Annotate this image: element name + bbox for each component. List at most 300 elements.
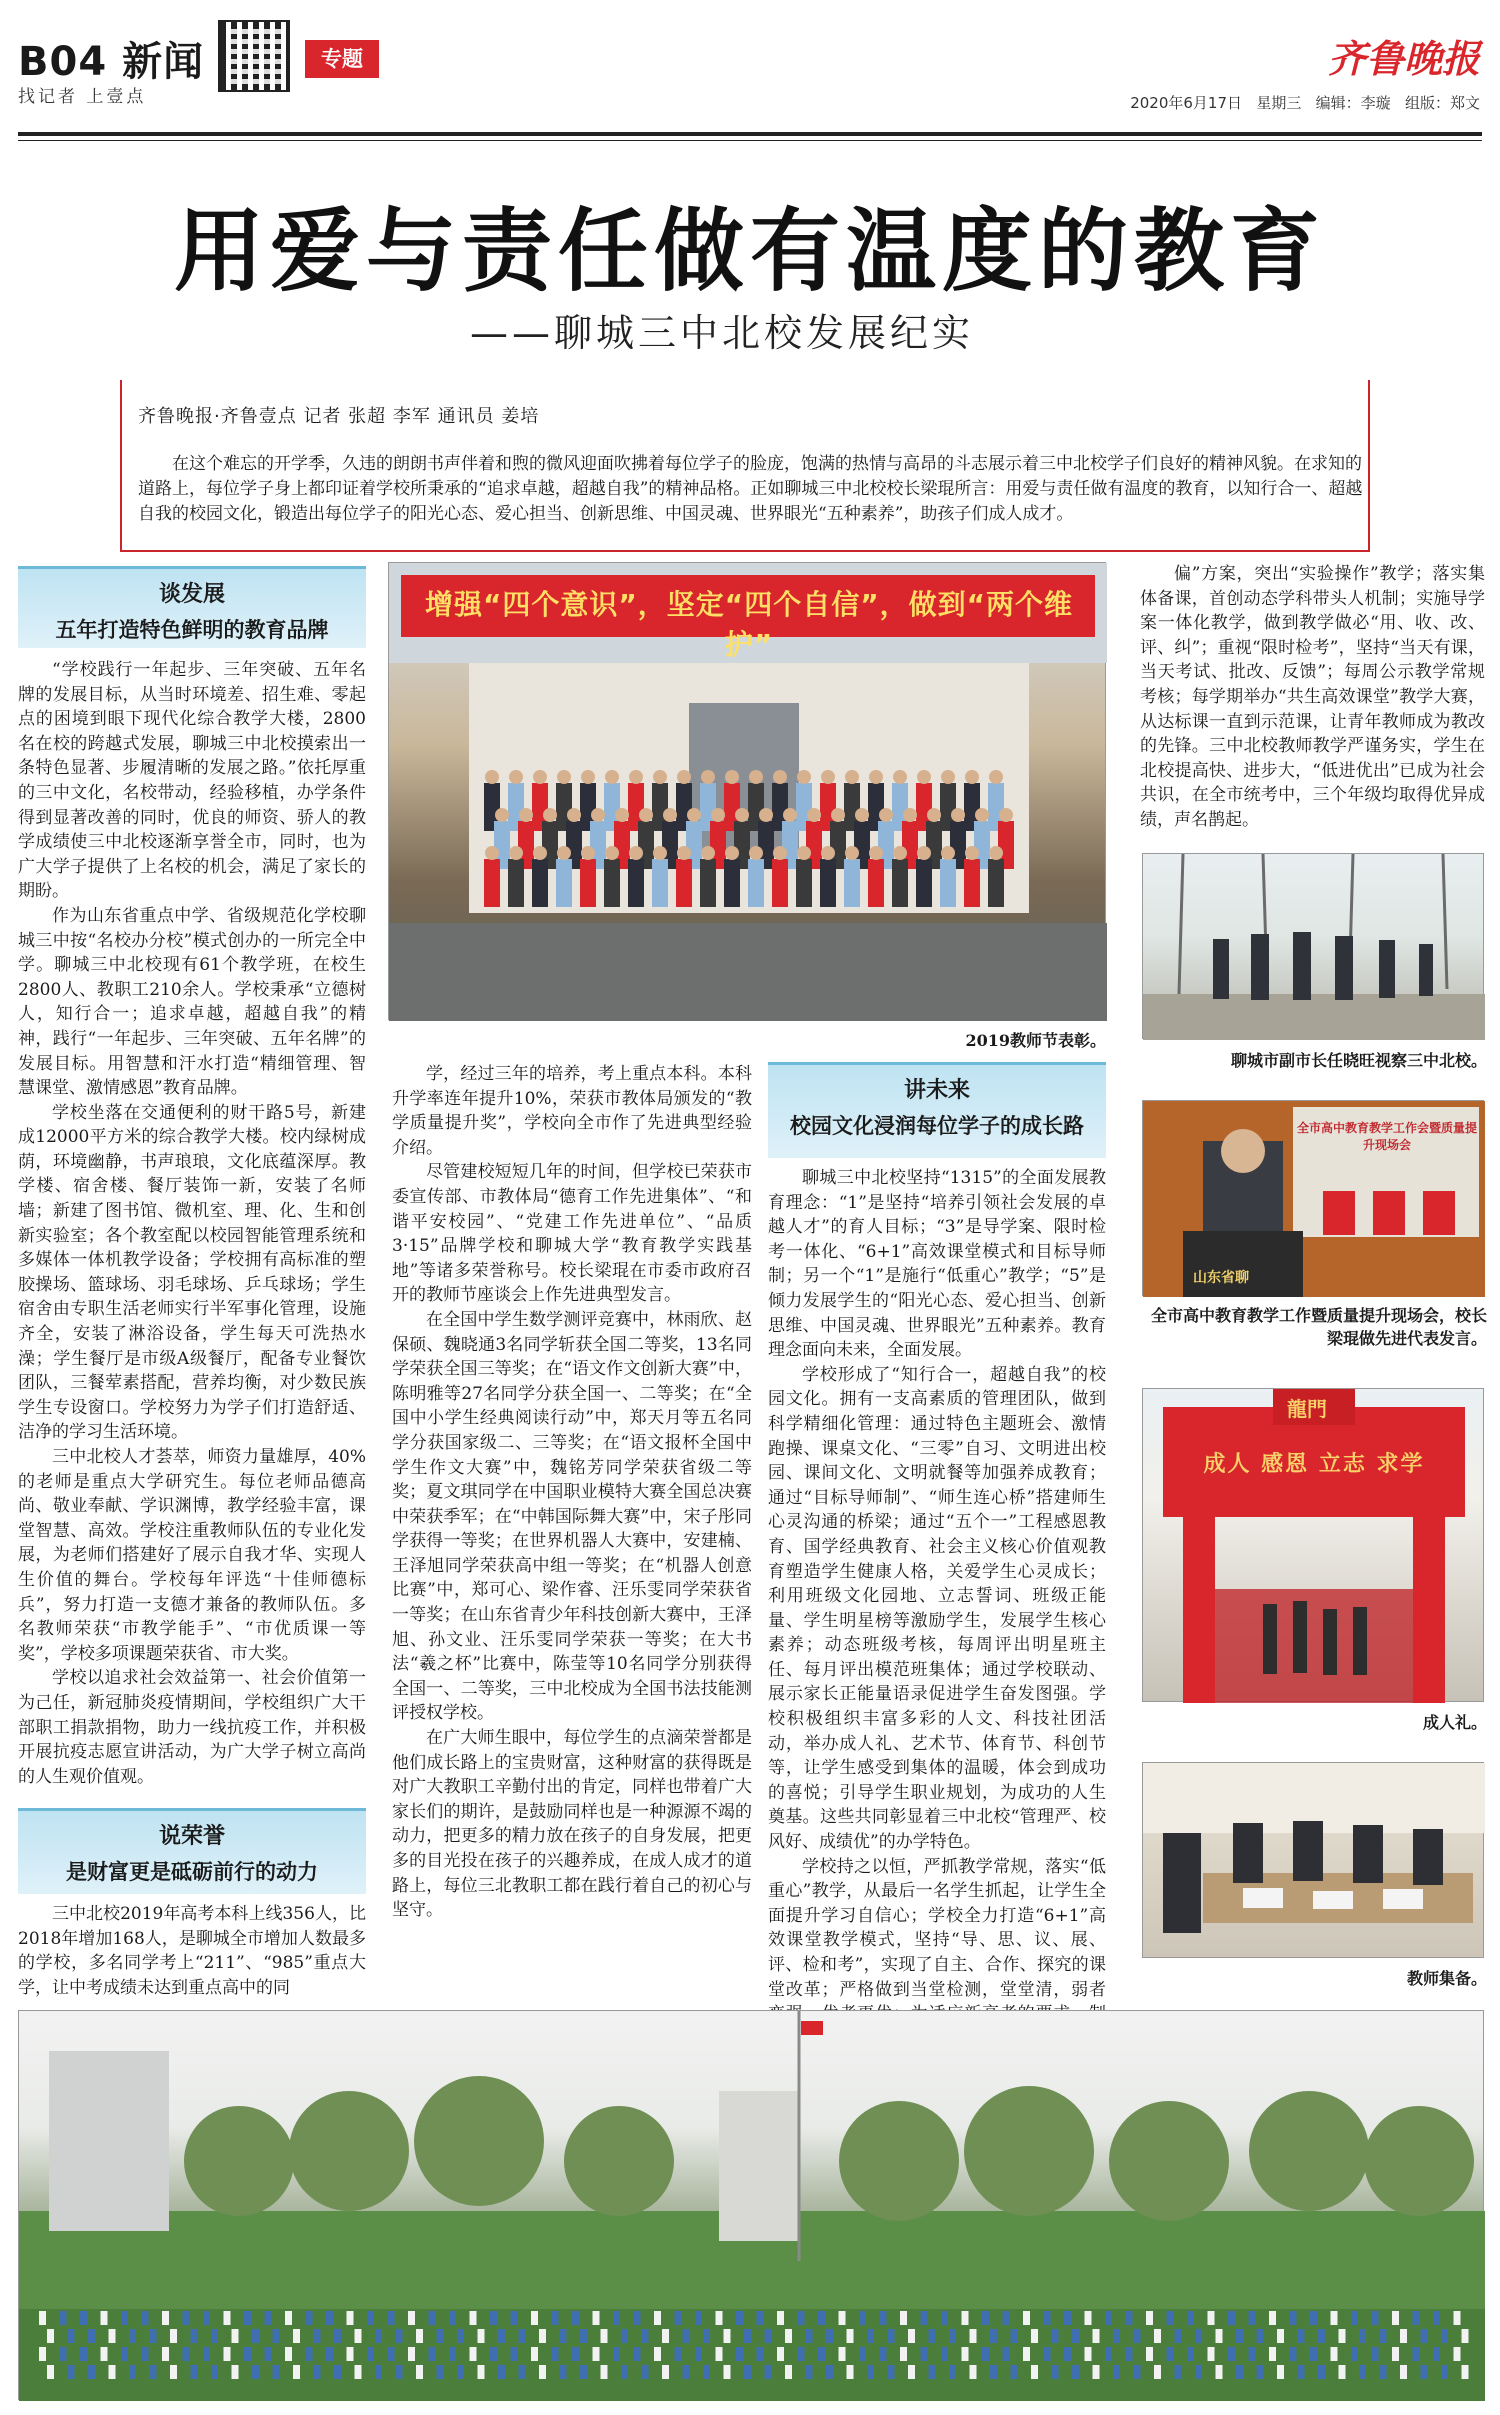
section-title: 是财富更是砥砺前行的动力 xyxy=(66,1860,318,1884)
student-figure xyxy=(1003,2311,1010,2325)
student-figure xyxy=(990,2329,997,2343)
person-figure xyxy=(964,859,980,907)
issue-editor: 编辑：李璇 xyxy=(1315,94,1391,112)
header-slogan: 找记者 上壹点 xyxy=(18,87,147,107)
person-head xyxy=(773,770,787,784)
paragraph: 学校以追求社会效益第一、社会价值第一为己任，新冠肺炎疫情期间，学校组织广大干部职工捐款捐物，助力一线抗疫工作，并积极开展抗疫志愿宣讲活动，为广大学子树立高尚的人生观价值观。 xyxy=(18,1668,366,1787)
student-figure xyxy=(859,2311,866,2325)
student-figure xyxy=(429,2311,436,2325)
issue-date: 2020年6月17日 xyxy=(1130,94,1243,112)
student-figure xyxy=(1085,2347,1092,2361)
person-head xyxy=(879,808,893,822)
section-kicker: 说荣誉 xyxy=(158,1824,225,1849)
person-figure xyxy=(484,859,500,907)
person-head xyxy=(615,808,629,822)
student-figure xyxy=(1421,2329,1428,2343)
student-figure xyxy=(273,2365,280,2379)
person-head xyxy=(605,770,619,784)
person-head xyxy=(701,846,715,860)
person-figure xyxy=(700,859,716,907)
person-head xyxy=(639,808,653,822)
student-figure xyxy=(334,2365,341,2379)
student-figure xyxy=(1105,2347,1112,2361)
student-figure xyxy=(68,2329,75,2343)
student-figure xyxy=(408,2311,415,2325)
student-figure xyxy=(949,2329,956,2343)
person-head xyxy=(749,846,763,860)
student-figure xyxy=(839,2347,846,2361)
column-future-text xyxy=(768,1166,1106,2002)
student-figure xyxy=(408,2347,415,2361)
student-figure xyxy=(416,2365,423,2379)
person-head xyxy=(807,808,821,822)
student-figure xyxy=(367,2311,374,2325)
student-figure xyxy=(47,2365,54,2379)
person-figure xyxy=(748,859,764,907)
student-figure xyxy=(642,2365,649,2379)
person-head xyxy=(965,846,979,860)
student-figure xyxy=(129,2329,136,2343)
person-head xyxy=(869,846,883,860)
student-figure xyxy=(1085,2311,1092,2325)
student-figure xyxy=(613,2311,620,2325)
student-figure xyxy=(511,2311,518,2325)
person-head xyxy=(941,770,955,784)
student-figure xyxy=(818,2311,825,2325)
person-head xyxy=(591,808,605,822)
student-figure xyxy=(1462,2329,1469,2343)
student-figure xyxy=(949,2365,956,2379)
person-head xyxy=(855,808,869,822)
student-figure xyxy=(265,2311,272,2325)
person-head xyxy=(557,846,571,860)
student-figure xyxy=(293,2329,300,2343)
person-head xyxy=(581,846,595,860)
photo-teachers-day xyxy=(388,562,1106,1020)
student-figure xyxy=(1031,2329,1038,2343)
student-figure xyxy=(285,2311,292,2325)
student-figure xyxy=(1421,2365,1428,2379)
student-figure xyxy=(355,2365,362,2379)
student-figure xyxy=(244,2311,251,2325)
student-figure xyxy=(1236,2329,1243,2343)
person-figure xyxy=(508,859,524,907)
person-head xyxy=(653,846,667,860)
student-figure xyxy=(601,2329,608,2343)
person-head xyxy=(821,846,835,860)
student-figure xyxy=(1269,2311,1276,2325)
section-kicker: 谈发展 xyxy=(158,582,225,607)
student-figure xyxy=(744,2365,751,2379)
student-figure xyxy=(634,2311,641,2325)
person-figure xyxy=(556,859,572,907)
person-head xyxy=(927,808,941,822)
student-figure xyxy=(211,2365,218,2379)
section-title: 五年打造特色鲜明的教育品牌 xyxy=(55,618,329,642)
student-figure xyxy=(429,2347,436,2361)
person-head xyxy=(677,846,691,860)
student-figure xyxy=(1277,2365,1284,2379)
person-head xyxy=(965,770,979,784)
section-title: 校园文化浸润每位学子的成长路 xyxy=(790,1114,1084,1138)
student-figure xyxy=(777,2347,784,2361)
student-figure xyxy=(478,2329,485,2343)
student-figure xyxy=(1372,2311,1379,2325)
student-figure xyxy=(388,2347,395,2361)
person-head xyxy=(495,808,509,822)
student-figure xyxy=(203,2347,210,2361)
photo-teacher-meeting xyxy=(1142,1762,1484,1958)
person-figure xyxy=(820,859,836,907)
person-head xyxy=(701,770,715,784)
student-figure xyxy=(1380,2329,1387,2343)
person-figure xyxy=(796,859,812,907)
student-figure xyxy=(1380,2365,1387,2379)
student-figure xyxy=(252,2365,259,2379)
student-figure xyxy=(437,2329,444,2343)
student-figure xyxy=(634,2347,641,2361)
student-figure xyxy=(1195,2329,1202,2343)
person-head xyxy=(533,770,547,784)
section-name: 新闻 xyxy=(122,39,205,85)
student-figure xyxy=(552,2347,559,2361)
student-figure xyxy=(695,2347,702,2361)
student-figure xyxy=(806,2365,813,2379)
student-figure xyxy=(490,2311,497,2325)
student-figure xyxy=(888,2329,895,2343)
student-figure xyxy=(662,2329,669,2343)
student-figure xyxy=(621,2365,628,2379)
student-figure xyxy=(88,2329,95,2343)
student-figure xyxy=(511,2347,518,2361)
student-figure xyxy=(1277,2329,1284,2343)
photo-principal-speech xyxy=(1142,1100,1484,1296)
student-figure xyxy=(396,2329,403,2343)
student-figure xyxy=(375,2329,382,2343)
student-figure xyxy=(101,2311,108,2325)
paragraph: 在广大师生眼中，每位学生的点滴荣誉都是他们成长路上的宝贵财富，这种财富的获得既是对广大教职工辛勤付出的肯定，同样也带着广大家长们的期许，是鼓励同样也是一种源源不竭的动力，把更多的精力放在孩子的自身发展，把更多的目光投在孩子的兴趣养成，在成人成才的道路上，每位三北教职工都在践行着自己的初心与坚守。 xyxy=(392,1728,752,1921)
qr-code-icon xyxy=(218,20,290,92)
student-figure xyxy=(593,2311,600,2325)
student-figure xyxy=(806,2329,813,2343)
person-head xyxy=(917,770,931,784)
gate-slogan: 成人 感恩 立志 求学 xyxy=(1203,1452,1425,1477)
student-figure xyxy=(900,2311,907,2325)
student-figure xyxy=(80,2347,87,2361)
person-head xyxy=(663,808,677,822)
student-figure xyxy=(1413,2311,1420,2325)
student-figure xyxy=(531,2347,538,2361)
student-figure xyxy=(39,2347,46,2361)
student-figure xyxy=(539,2329,546,2343)
student-figure xyxy=(1134,2329,1141,2343)
student-figure xyxy=(1003,2347,1010,2361)
page-number: B04 新闻 xyxy=(18,39,205,85)
student-figure xyxy=(818,2347,825,2361)
student-figure xyxy=(1167,2311,1174,2325)
person-head xyxy=(711,808,725,822)
header-rule-thin xyxy=(18,140,1482,141)
person-head xyxy=(893,770,907,784)
student-figure xyxy=(724,2329,731,2343)
student-figure xyxy=(101,2347,108,2361)
caption-coming-of-age: 成人礼。 xyxy=(1422,1713,1487,1732)
student-figure xyxy=(654,2347,661,2361)
student-figure xyxy=(457,2365,464,2379)
student-figure xyxy=(982,2347,989,2361)
photo-coming-of-age xyxy=(1142,1388,1484,1702)
student-figure xyxy=(150,2365,157,2379)
student-figure xyxy=(1052,2365,1059,2379)
student-figure xyxy=(60,2311,67,2325)
person-head xyxy=(869,770,883,784)
banner-slogan: 增强“四个意识”，坚定“四个自信”，做到“两个维护” xyxy=(424,588,1073,661)
student-figure xyxy=(736,2347,743,2361)
gate-plaque: 龍門 xyxy=(1287,1397,1327,1421)
person-head xyxy=(557,770,571,784)
caption-teacher-meeting: 教师集备。 xyxy=(1406,1969,1487,1988)
paragraph: 三中北校2019年高考本科上线356人，比2018年增加168人，是聊城全市增加人数最多的学校，多名同学考上“211”、“985”重点大学，让中考成绩未达到重点高中的同 xyxy=(18,1904,366,1998)
student-figure xyxy=(847,2329,854,2343)
student-figure xyxy=(1372,2347,1379,2361)
student-figure xyxy=(1236,2365,1243,2379)
student-figure xyxy=(1339,2365,1346,2379)
student-figure xyxy=(867,2365,874,2379)
student-figure xyxy=(1454,2347,1461,2361)
issue-layout: 组版：郑文 xyxy=(1404,94,1480,112)
student-figure xyxy=(367,2347,374,2361)
student-figure xyxy=(1126,2347,1133,2361)
person-figure xyxy=(916,859,932,907)
student-figure xyxy=(60,2347,67,2361)
student-figure xyxy=(1187,2311,1194,2325)
student-figure xyxy=(1331,2311,1338,2325)
paragraph: 学，经过三年的培养，考上重点本科。本科升学率连年提升10%，荣获市教体局颁发的“教学质量提升奖”，学校向全市作了先进典型经验介绍。 xyxy=(392,1064,752,1158)
topic-tag: 专题 xyxy=(305,40,379,78)
student-figure xyxy=(757,2347,764,2361)
student-figure xyxy=(560,2365,567,2379)
student-figure xyxy=(142,2311,149,2325)
person-head xyxy=(783,808,797,822)
photo-campus-assembly xyxy=(18,2010,1484,2400)
student-figure xyxy=(921,2311,928,2325)
student-figure xyxy=(498,2329,505,2343)
photo-vice-mayor-image xyxy=(1143,854,1485,1040)
student-figure xyxy=(580,2365,587,2379)
person-head xyxy=(725,846,739,860)
student-figure xyxy=(703,2365,710,2379)
student-figure xyxy=(244,2347,251,2361)
student-figure xyxy=(1257,2365,1264,2379)
student-figure xyxy=(1113,2365,1120,2379)
student-figure xyxy=(1400,2365,1407,2379)
student-figure xyxy=(183,2347,190,2361)
student-figure xyxy=(1052,2329,1059,2343)
student-figure xyxy=(80,2311,87,2325)
student-figure xyxy=(109,2329,116,2343)
person-head xyxy=(975,808,989,822)
student-figure xyxy=(962,2347,969,2361)
person-figure xyxy=(988,859,1004,907)
student-figure xyxy=(326,2311,333,2325)
student-figure xyxy=(490,2347,497,2361)
student-figure xyxy=(1392,2347,1399,2361)
student-figure xyxy=(839,2311,846,2325)
student-figure xyxy=(1310,2311,1317,2325)
person-head xyxy=(821,770,835,784)
person-figure xyxy=(940,859,956,907)
person-head xyxy=(605,846,619,860)
student-figure xyxy=(1216,2329,1223,2343)
person-head xyxy=(749,770,763,784)
student-figure xyxy=(306,2311,313,2325)
student-figure xyxy=(203,2311,210,2325)
person-head xyxy=(917,846,931,860)
student-figure xyxy=(1011,2365,1018,2379)
student-figure xyxy=(560,2329,567,2343)
column-honor-continued xyxy=(392,1062,752,2002)
student-figure xyxy=(1290,2311,1297,2325)
student-figure xyxy=(982,2311,989,2325)
person-head xyxy=(951,808,965,822)
section-kicker: 讲未来 xyxy=(903,1078,970,1103)
student-figure xyxy=(1154,2329,1161,2343)
student-figure xyxy=(68,2365,75,2379)
student-figure xyxy=(162,2347,169,2361)
photo-campus-assembly-image xyxy=(19,2011,1485,2401)
student-figure xyxy=(621,2329,628,2343)
student-figure xyxy=(539,2365,546,2379)
person-head xyxy=(567,808,581,822)
student-figure xyxy=(531,2311,538,2325)
student-figure xyxy=(921,2347,928,2361)
student-figure xyxy=(396,2365,403,2379)
person-head xyxy=(629,770,643,784)
person-head xyxy=(773,846,787,860)
student-figure xyxy=(1175,2365,1182,2379)
student-figure xyxy=(375,2365,382,2379)
student-figure xyxy=(519,2365,526,2379)
student-figure xyxy=(798,2311,805,2325)
lead-paragraph: 在这个难忘的开学季，久违的朗朗书声伴着和煦的微风迎面吹拂着每位学子的脸庞，饱满的热情与高昂的斗志展示着三中北校学子们良好的精神风貌。在求知的道路上，每位学子身上都印证着学校所秉承的“追求卓越，超越自我”的精神品格。正如聊城三中北校校长梁琨所言：用爱与责任做有温度的教育，以知行合一、超越自我的校园文化，锻造出每位学子的阳光心态、爱心担当、创新思维、中国灵魂、世界眼光“五种素养”，助孩子们成人成才。 xyxy=(138,454,1363,524)
section-head-honor xyxy=(18,1808,366,1894)
student-figure xyxy=(1433,2347,1440,2361)
student-figure xyxy=(826,2329,833,2343)
student-figure xyxy=(334,2329,341,2343)
person-head xyxy=(903,808,917,822)
student-figure xyxy=(777,2311,784,2325)
person-head xyxy=(989,846,1003,860)
person-head xyxy=(543,808,557,822)
student-figure xyxy=(1146,2347,1153,2361)
paragraph: “学校践行一年起步、三年突破、五年名牌的发展目标，从当时环境差、招生难、零起点的困境到眼下现代化综合教学大楼，2800名在校的跨越式发展，聊城三中北校摸索出一条特色显著、步履清晰的发展之路。”依托厚重的三中文化，名校带动，经验移植，办学条件得到显著改善的同时，优良的师资、骄人的教学成绩使三中北校逐渐享誉全市，同时，也为广大学子提供了上名校的机会，满足了家长的期盼。 xyxy=(18,660,366,902)
student-figure xyxy=(170,2365,177,2379)
student-figure xyxy=(142,2347,149,2361)
person-figure xyxy=(772,859,788,907)
student-figure xyxy=(1167,2347,1174,2361)
student-figure xyxy=(826,2365,833,2379)
student-figure xyxy=(121,2311,128,2325)
student-figure xyxy=(785,2329,792,2343)
student-figure xyxy=(552,2311,559,2325)
student-figure xyxy=(1462,2365,1469,2379)
student-figure xyxy=(47,2329,54,2343)
photo-teacher-meeting-image xyxy=(1143,1763,1485,1959)
student-figure xyxy=(121,2347,128,2361)
student-figure xyxy=(1359,2365,1366,2379)
student-figure xyxy=(941,2311,948,2325)
caption-teachers-day: 2019教师节表彰。 xyxy=(965,1031,1106,1050)
person-head xyxy=(999,808,1013,822)
student-figure xyxy=(388,2311,395,2325)
student-figure xyxy=(314,2329,321,2343)
student-figure xyxy=(183,2311,190,2325)
person-figure xyxy=(532,859,548,907)
student-figure xyxy=(675,2347,682,2361)
student-figure xyxy=(1331,2347,1338,2361)
student-figure xyxy=(1072,2365,1079,2379)
person-figure xyxy=(676,859,692,907)
student-figure xyxy=(757,2311,764,2325)
student-figure xyxy=(1228,2311,1235,2325)
student-figure xyxy=(1134,2365,1141,2379)
person-figure xyxy=(868,859,884,907)
person-head xyxy=(677,770,691,784)
student-figure xyxy=(519,2329,526,2343)
student-figure xyxy=(1105,2311,1112,2325)
student-figure xyxy=(449,2347,456,2361)
student-figure xyxy=(1093,2365,1100,2379)
student-figure xyxy=(908,2365,915,2379)
student-figure xyxy=(1441,2329,1448,2343)
person-head xyxy=(831,808,845,822)
person-head xyxy=(629,846,643,860)
student-figure xyxy=(970,2365,977,2379)
student-figure xyxy=(654,2311,661,2325)
person-head xyxy=(533,846,547,860)
student-figure xyxy=(941,2347,948,2361)
student-figure xyxy=(1339,2329,1346,2343)
student-figure xyxy=(1044,2347,1051,2361)
student-figure xyxy=(593,2347,600,2361)
student-figure xyxy=(1187,2347,1194,2361)
stage-backdrop-text: 全市高中教育教学工作会暨质量提升现场会 xyxy=(1297,1121,1478,1152)
student-figure xyxy=(908,2329,915,2343)
person-head xyxy=(653,770,667,784)
student-figure xyxy=(683,2365,690,2379)
header-rule xyxy=(18,132,1482,136)
student-figure xyxy=(847,2365,854,2379)
student-figure xyxy=(929,2365,936,2379)
student-figure xyxy=(1146,2311,1153,2325)
student-figure xyxy=(265,2347,272,2361)
person-head xyxy=(509,846,523,860)
student-figure xyxy=(232,2365,239,2379)
student-figure xyxy=(191,2329,198,2343)
student-figure xyxy=(1208,2347,1215,2361)
student-figure xyxy=(498,2365,505,2379)
student-figure xyxy=(736,2311,743,2325)
student-figure xyxy=(285,2347,292,2361)
student-figure xyxy=(211,2329,218,2343)
person-figure xyxy=(892,859,908,907)
person-head xyxy=(735,808,749,822)
person-head xyxy=(759,808,773,822)
student-figure xyxy=(1318,2329,1325,2343)
student-figure xyxy=(191,2365,198,2379)
student-figure xyxy=(470,2311,477,2325)
person-head xyxy=(989,770,1003,784)
